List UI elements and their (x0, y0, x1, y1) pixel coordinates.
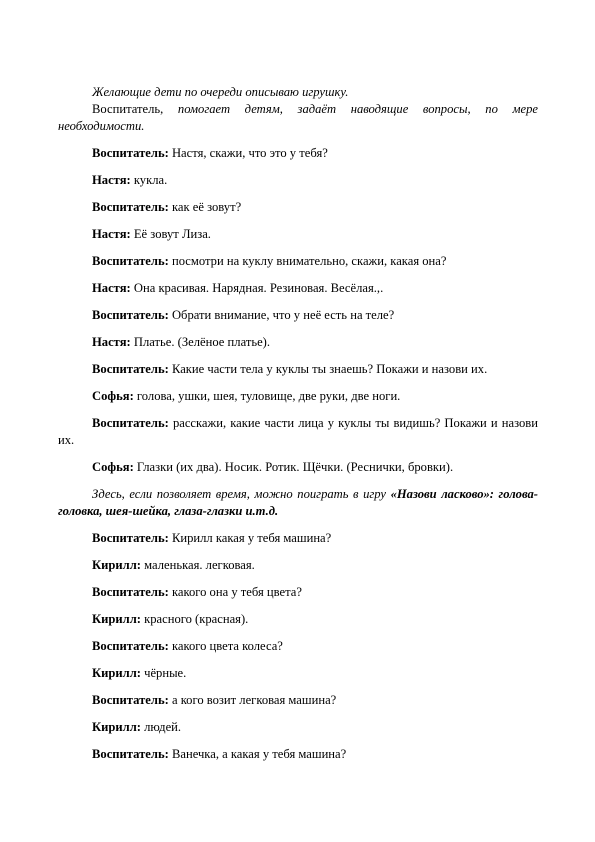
document-page (58, 84, 538, 763)
speaker: Кирилл: (92, 720, 141, 734)
dialogue-line (58, 638, 538, 655)
utterance: голова, ушки, шея, туловище, две руки, две ноги. (133, 389, 401, 403)
utterance: Какие части тела у куклы ты знаешь? Покажи и назови их. (168, 362, 488, 376)
utterance: а кого возит легковая машина? (168, 693, 337, 707)
utterance: Платье. (Зелёное платье). (130, 335, 271, 349)
dialogue-line (58, 719, 538, 736)
intro-instruction (58, 101, 538, 135)
speaker: Настя: (92, 173, 131, 187)
dialogue-line (58, 280, 538, 297)
speaker: Софья: (92, 460, 134, 474)
utterance: красного (красная). (140, 612, 249, 626)
utterance: какого цвета колеса? (168, 639, 283, 653)
speaker: Воспитатель: (92, 531, 169, 545)
speaker: Воспитатель: (92, 254, 169, 268)
dialogue-line (58, 530, 538, 547)
dialogue-line (58, 226, 538, 243)
dialogue-line (58, 199, 538, 216)
utterance: Глазки (их два). Носик. Ротик. Щёчки. (Реснички, бровки). (133, 460, 454, 474)
speaker: Воспитатель: (92, 693, 169, 707)
speaker: Воспитатель: (92, 639, 169, 653)
dialogue-line (58, 361, 538, 378)
dialogue-line (58, 746, 538, 763)
game-note-title: «Назови ласково»: голова-головка, шея-шейка, глаза-глазки и.т.д. (58, 487, 538, 518)
dialogue-line (58, 145, 538, 162)
utterance: Ванечка, а какая у тебя машина? (168, 747, 347, 761)
utterance: Настя, скажи, что это у тебя? (168, 146, 328, 160)
speaker: Воспитатель: (92, 308, 169, 322)
dialogue-line (58, 172, 538, 189)
utterance: Она красивая. Нарядная. Резиновая. Весёлая.,. (130, 281, 384, 295)
dialogue-line (58, 334, 538, 351)
speaker: Настя: (92, 227, 131, 241)
utterance: посмотри на куклу внимательно, скажи, какая она? (168, 254, 447, 268)
speaker: Кирилл: (92, 612, 141, 626)
speaker: Настя: (92, 281, 131, 295)
speaker: Воспитатель: (92, 146, 169, 160)
speaker: Воспитатель: (92, 362, 169, 376)
speaker: Софья: (92, 389, 134, 403)
dialogue-line (58, 307, 538, 324)
speaker: Воспитатель: (92, 416, 169, 430)
utterance: чёрные. (140, 666, 187, 680)
utterance: Кирилл какая у тебя машина? (168, 531, 332, 545)
speaker: Кирилл: (92, 558, 141, 572)
intro-line: Желающие дети по очереди описываю игрушку. (92, 85, 349, 99)
instruction-text: помогает детям, задаёт наводящие вопросы, по мере необходимости. (58, 102, 538, 133)
dialogue-line (58, 611, 538, 628)
utterance: какого она у тебя цвета? (168, 585, 302, 599)
speaker: Воспитатель: (92, 200, 169, 214)
dialogue-line (58, 692, 538, 709)
utterance: маленькая. легковая. (140, 558, 255, 572)
utterance: Её зовут Лиза. (130, 227, 211, 241)
utterance: расскажи, какие части лица у куклы ты видишь? Покажи и назови их. (58, 416, 538, 447)
dialogue-line (58, 415, 538, 449)
utterance: людей. (140, 720, 182, 734)
utterance: кукла. (130, 173, 168, 187)
speaker: Настя: (92, 335, 131, 349)
speaker: Воспитатель: (92, 747, 169, 761)
dialogue-line (58, 557, 538, 574)
speaker: Воспитатель: (92, 585, 169, 599)
dialogue-line (58, 665, 538, 682)
utterance: Обрати внимание, что у неё есть на теле? (168, 308, 395, 322)
dialogue-line (58, 388, 538, 405)
dialogue-line (58, 253, 538, 270)
utterance: как её зовут? (168, 200, 242, 214)
game-note-text: Здесь, если позволяет время, можно поиграть в игру (92, 487, 391, 501)
instruction-role: Воспитатель, (92, 102, 164, 116)
dialogue-line (58, 459, 538, 476)
game-note (58, 486, 538, 520)
speaker: Кирилл: (92, 666, 141, 680)
dialogue-line (58, 584, 538, 601)
